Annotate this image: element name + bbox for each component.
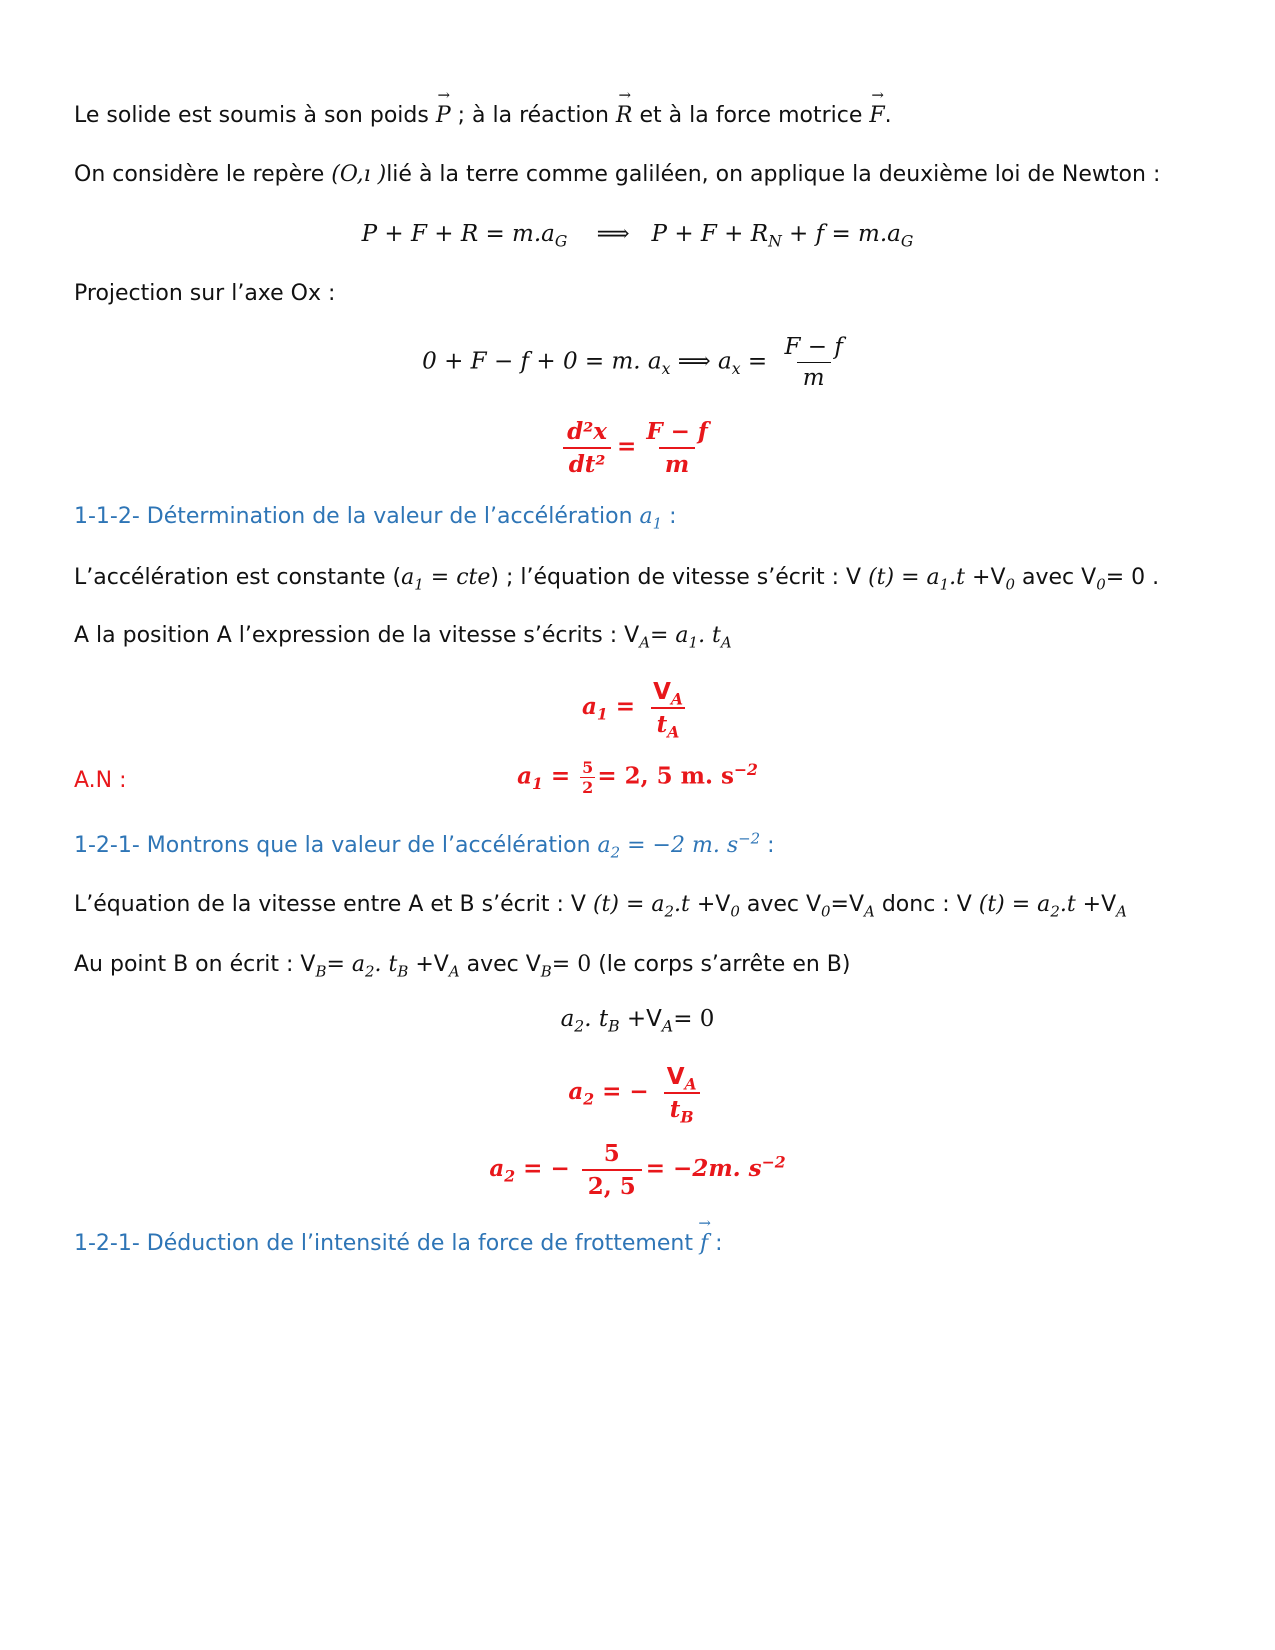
eqab-t2: (t) (978, 892, 1005, 917)
projection-eq-sub: x (661, 359, 671, 379)
accel-avec: avec V (1015, 565, 1097, 590)
a2-den: t (669, 1096, 681, 1123)
pointb-avec-sub: B (540, 962, 552, 981)
pointb-plus-sub: A (448, 962, 460, 981)
eqab-tail2: .t (1059, 892, 1076, 917)
diff-num: d²x (567, 418, 608, 445)
a2-num: V (666, 1064, 685, 1090)
newton-lhs: P + F + R = m.a (361, 221, 555, 247)
a2tb-t: . t (584, 1006, 609, 1032)
accel-a: a (401, 565, 415, 590)
position-a-eq: = a (650, 623, 689, 648)
a2tb-end: = 0 (673, 1006, 715, 1032)
pointb-eq: = a (326, 952, 365, 977)
newton-equation (0, 221, 1275, 251)
eqab-plus: +V (689, 892, 731, 917)
section-heading-1-2-1-a (74, 831, 775, 861)
a2tb-a: a (560, 1006, 575, 1032)
eqab-tail: .t (674, 892, 690, 917)
a2tb-a-sub: 2 (574, 1016, 585, 1036)
newton-rhs-sub-n: N (768, 231, 782, 251)
a1-num-sub: A (670, 689, 683, 709)
vector-f: → f (700, 1229, 708, 1259)
frame-notation: (O,ı (331, 162, 371, 187)
reference-text: On considère le repère (74, 162, 332, 187)
section-121b-label: 1-2-1- Déduction de l’intensité de la force de frottement (74, 1231, 700, 1256)
eqab-eq2: = a (1004, 892, 1051, 917)
a1-lhs-sub: 1 (596, 704, 608, 724)
an-result: = 2, 5 m. s (597, 762, 734, 790)
vector-R: → R (616, 101, 633, 131)
a2-num-sub: A (684, 1074, 697, 1094)
eqab-v-sub: 0 (730, 902, 740, 921)
point-b-line (74, 950, 850, 980)
a2-equals: = − (594, 1078, 649, 1105)
a2-fraction (661, 1063, 703, 1127)
intro-paragraph (74, 101, 892, 131)
pointb-t: . t (374, 952, 398, 977)
projection-eq-mid-sub: x (731, 359, 741, 379)
intro-text-3: et à la force motrice (632, 103, 870, 128)
pointb-avec: avec V (459, 952, 541, 977)
accel-avec-sub: 0 (1096, 575, 1106, 594)
reference-text-2: lié à la terre comme galiléen, on applique la deuxième loi de Newton : (386, 162, 1161, 187)
a2tb-t-sub: B (608, 1016, 620, 1036)
diff-frac-right (640, 418, 714, 478)
eqab-avec-sub: 0 (821, 902, 831, 921)
eqab-avec: avec V (739, 892, 822, 917)
an-fraction (580, 758, 595, 797)
eqab-t: (t) (592, 892, 619, 917)
projection-equation (0, 334, 1275, 391)
a2-value (0, 1140, 1275, 1200)
frame-close: ) (370, 162, 387, 187)
position-a-text: A la position A l’expression de la vitesse s’écrits : V (74, 623, 640, 648)
position-a-t-sub: A (720, 633, 732, 652)
a2v-den: 2, 5 (582, 1169, 642, 1200)
accel-a-sub: 1 (414, 575, 424, 594)
eqab-plus2-sub: A (1116, 902, 1127, 921)
a2-formula (0, 1063, 1275, 1127)
an-lhs-sub: 1 (532, 774, 543, 794)
an-exp: −2 (733, 759, 758, 779)
eqab-eq-sub: 2 (664, 902, 675, 921)
an-den: 2 (582, 778, 594, 797)
section-112-var: a (639, 504, 653, 529)
a2v-lhs-sub: 2 (504, 1166, 516, 1186)
an-equation (0, 758, 1275, 797)
section-112-sub: 1 (652, 514, 663, 533)
projection-fraction (778, 334, 848, 391)
eqab-donc: donc : V (874, 892, 979, 917)
projection-label: Projection sur l’axe Ox : (74, 281, 336, 306)
section-121a-var: a (597, 833, 611, 858)
a2tb-plus: +V (619, 1006, 662, 1032)
pointb-zero: = 0 (551, 952, 592, 977)
eqab-text: L’équation de la vitesse entre A et B s’écrit : V (74, 892, 593, 917)
a1-formula (0, 678, 1275, 742)
a2-lhs: a (568, 1078, 584, 1105)
reference-paragraph (74, 160, 1160, 190)
a2v-num: 5 (603, 1140, 620, 1167)
a2-den-sub: B (680, 1107, 694, 1127)
eqab-eq2-sub: 2 (1050, 902, 1060, 921)
implies-arrow: ⟹ (596, 221, 630, 247)
position-a-t: . t (698, 623, 721, 648)
vector-P: → P (436, 101, 451, 131)
section-heading-1-2-1-b (74, 1229, 723, 1259)
pointb-plus: +V (408, 952, 449, 977)
accel-text-2: ) ; l’équation de vitesse s’écrit : V (490, 565, 869, 590)
a1-lhs: a (581, 693, 597, 720)
projection-eq-left: 0 + F − f + 0 = m. a (422, 348, 662, 375)
newton-lhs-sub: G (554, 231, 568, 251)
accel-end: = 0 . (1105, 565, 1160, 590)
pointb-text: Au point B on écrit : V (74, 952, 316, 977)
pointb-sub: B (315, 962, 327, 981)
position-a-line (74, 621, 732, 651)
section-121a-value: = −2 m. s (620, 833, 739, 858)
accel-text-1: L’accélération est constante ( (74, 565, 402, 590)
diff-frac-left (561, 418, 613, 478)
a2tb-plus-sub: A (661, 1016, 674, 1036)
section-121a-tail: : (760, 833, 775, 858)
projection-frac-den: m (797, 362, 831, 391)
intro-text-2: ; à la réaction (450, 103, 616, 128)
differential-equation (0, 418, 1275, 478)
diff-rden: m (659, 447, 695, 478)
section-112-tail: : (662, 504, 677, 529)
a2v-exp: −2 (761, 1152, 786, 1172)
accel-t: (t) (868, 565, 895, 590)
eqab-avec-eq: =V (830, 892, 865, 917)
eqab-eq: = a (618, 892, 665, 917)
an-label: A.N : (74, 768, 127, 793)
projection-eq-mid: ⟹ a (670, 348, 732, 375)
intro-text: Le solide est soumis à son poids (74, 103, 436, 128)
a2v-lhs: a (489, 1155, 505, 1182)
a1-equals: = (607, 693, 636, 720)
newton-rhs-tail: + f = m.a (781, 221, 901, 247)
vector-F: → F (869, 101, 884, 131)
pointb-t-sub: B (397, 962, 409, 981)
section-121a-sub: 2 (610, 843, 621, 862)
section-112-label: 1-1-2- Détermination de la valeur de l’accélération (74, 504, 640, 529)
intro-text-4: . (884, 103, 892, 128)
pointb-eq-sub: 2 (364, 962, 375, 981)
a2v-result: = −2m. s (645, 1155, 762, 1182)
accel-tail: .t (949, 565, 966, 590)
an-num: 5 (582, 758, 594, 777)
diff-equals: = (617, 433, 637, 460)
newton-rhs: P + F + R (651, 221, 769, 247)
accel-v-sub: 0 (1005, 575, 1016, 594)
projection-frac-num: F − f (784, 334, 843, 360)
newton-rhs-sub: G (900, 231, 914, 251)
a2-lhs-sub: 2 (583, 1089, 595, 1109)
diff-den: dt² (563, 447, 612, 478)
accel-cte: = cte (423, 565, 491, 590)
an-equals: = (542, 762, 571, 790)
a1-den-sub: A (667, 722, 680, 742)
accel-eq-sub: 1 (939, 575, 950, 594)
section-121b-tail: : (708, 1231, 723, 1256)
section-heading-1-1-2 (74, 502, 677, 532)
accel-eq: = a (894, 565, 940, 590)
position-a-eq-sub: 1 (688, 633, 699, 652)
an-lhs: a (517, 762, 532, 790)
accel-plus: +V (965, 565, 1006, 590)
equation-ab-line (74, 890, 1127, 920)
position-a-sub: A (639, 633, 650, 652)
a2v-fraction (582, 1140, 642, 1200)
a1-num: V (653, 679, 671, 705)
a2v-equals: = − (515, 1155, 570, 1182)
pointb-end: (le corps s’arrête en B) (591, 952, 851, 977)
a1-den: t (656, 711, 668, 738)
eqab-plus2: +V (1075, 892, 1117, 917)
section-121a-label: 1-2-1- Montrons que la valeur de l’accélération (74, 833, 598, 858)
section-121a-exp: −2 (738, 829, 761, 848)
a1-fraction (647, 678, 689, 742)
a2-tb-equation (0, 1006, 1275, 1036)
eqab-avec-eq-sub: A (864, 902, 875, 921)
acceleration-constant-line (74, 563, 1159, 593)
diff-rnum: F − f (646, 418, 708, 445)
projection-eq-equals: = (740, 348, 768, 375)
